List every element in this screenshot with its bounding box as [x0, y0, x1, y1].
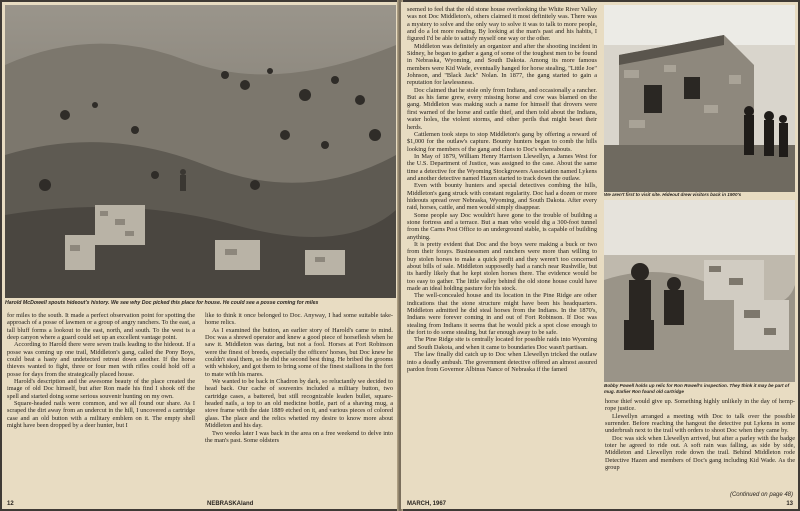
- paragraph: for miles to the south. It made a perfect observation point for spotting the approach of a posse of lawmen or a group of angry ranchers. To the east, a tall bluff forms a lookout to the east, north, and south. To the west is a deep canyon where a guard could set up an excellent vantage point.: [7, 312, 195, 342]
- text-column-1: [407, 6, 597, 498]
- photo-caption: Bobby Powell holds up relic for Ron Rowell's inspection. They think it may be part of mug. Earlier Ron found old cartridge: [604, 383, 790, 394]
- paragraph: Harold's description and the awesome beauty of the place created the image of old Doc himself, but after Ron made his find I shook off the spell and started doing some serious souvenir hunting on my own.: [7, 378, 195, 400]
- paragraph: Cattlemen took steps to stop Middleton's gang by offering a reward of $1,000 for the outlaw's capture. Bounty hunters began to comb the hills looking for members of the gang and clues to Doc's whereabouts.: [407, 130, 597, 153]
- paragraph: Some people say Doc wouldn't have gone to the trouble of building a stone fortress and a terrace. But a man who would dig a 300-foot tunnel from the Carns Post Office to an underground stable, is capable of building anything.: [407, 211, 597, 241]
- paragraph: Square-headed nails were common, and we all found our share. As I scraped the dirt away from an undercut in the hill, I uncovered a cartridge case and an old button with a military emblem on it. The empty shell might have been dropped by a deer hunter, but I: [7, 400, 195, 430]
- paragraph: horse thief would give up. Something highly unlikely in the day of hemp-rope justice.: [605, 398, 795, 413]
- paragraph: The well-concealed house and its location in the Pine Ridge are other indications that the stone structure might have been his headquarters. Middleton admitted he did steal horses from the Indians. In the 1870's, Indians were forever coming in and out of Fort Robinson. If Doc was stealing from Indians it seems that he would pick a spot close enough to the fort to do some stealing, but far enough away to be safe.: [407, 292, 597, 337]
- text-column-2: [205, 312, 393, 498]
- paragraph: Doc claimed that he stole only from Indians, and occasionally a rancher. But as his fame grew, every missing horse and cow was blamed on the gang. Middleton was making such a name for himself that drovers were first warned of the horse and cattle thief, and then told about the Indians, water holes, the violent storms, and other perils that might beset their herds.: [407, 86, 597, 131]
- left-page: [2, 2, 399, 509]
- paragraph: like to think it once belonged to Doc. Anyway, I had some suitable take-home relics.: [205, 312, 393, 327]
- paragraph: Two weeks later I was back in the area on a free weekend to delve into the man's past. Some oldsters: [205, 429, 393, 444]
- paragraph: The Pine Ridge site is centrally located for possible raids into Wyoming and South Dakota, and when it came to boundaries Doc wasn't partisan.: [407, 336, 597, 351]
- page-number: 12: [7, 501, 14, 507]
- issue-date: MARCH, 1967: [407, 501, 447, 507]
- paragraph: We wanted to be back in Chadron by dark, so reluctantly we decided to head back. Our cache of souvenirs included a military button, two cartridge cases, a battered, but still recognizable leaden bullet, square-headed nails, a top to an old medicine bottle, part of a shaving mug, a stove frame with the date 1889 etched on it, and various pieces of colored glass. The place and the relics whetted my desire to know more about Middleton and his day.: [205, 378, 393, 430]
- text-column-2: [605, 398, 795, 498]
- photo-caption: Harold McDowell spouts hideout's history. We see why Doc picked this place for house. He could see a posse coming for miles: [5, 300, 319, 306]
- page-number: 13: [786, 501, 793, 507]
- stone-house-visitors-photo: [604, 5, 795, 192]
- paragraph: Doc was sick when Llewellyn arrived, but after a parley with the badge toter he agreed to ride out. A soft rain was falling, as side by side, Middleton and Llewellyn rode down the trail. Behind Middleton rode Detective Hazen and members of Doc's gang including Kid Wade. As the group: [605, 434, 795, 472]
- continued-note: (Continued on page 48): [729, 492, 793, 498]
- paragraph: The law finally did catch up to Doc when Llewellyn tricked the outlaw into a deadly ambush. The government detective offered an almost assured pardon from Governor Albinus Nance of Nebraska if the famed: [407, 351, 597, 373]
- relic-inspection-photo: [604, 200, 795, 382]
- hideout-landscape-photo: [5, 5, 396, 298]
- text-column-1: [7, 312, 195, 498]
- paragraph: As I examined the button, an earlier story of Harold's came to mind. Doc was a shrewd operator and knew a good piece of horseflesh when he saw it. Middleton was daring, but not a fool. Horses at Fort Robinson were the finest of breeds, especially the officers' horses, but Doc knew he couldn't steal them, so he did the second best thing. He bribed the grooms with whiskey, and got them to bring some of the finest stallions in the fort to mate with his mares.: [205, 326, 393, 378]
- magazine-title: NEBRASKAland: [207, 501, 254, 507]
- paragraph: Even with bounty hunters and special detectives combing the hills, Middleton's gang struck with constant regularity. Doc had a dozen or more hideouts spread over Nebraska, Wyoming, and South Dakota. After every raid, horses, cattle, and men would simply disappear.: [407, 182, 597, 212]
- photo-caption: We aren't first to visit site. Hideout drew visitors back in 1900's: [604, 192, 742, 197]
- paragraph: In May of 1879, William Henry Harrison Llewellyn, a James West for the U.S. Department of Justice, was assigned to the case. About the same time a detective for the Wyoming Stockgrowers Association named Lykens and another detective named Hazen started to track down the outlaw.: [407, 152, 597, 182]
- paragraph: It is pretty evident that Doc and the boys were making a buck or two from their forays. Businessmen and ranchers were more than willing to buy stolen horses to make a quick profit and they weren't too concerned about bills of sale. Middleton supposedly had a ranch near Rushville, but its hardly likely that he kept stolen horses there. The evidence would be too easy to gather. The little valley behind the old stone house could have made an ideal holding pasture for his stock.: [407, 241, 597, 293]
- paragraph: According to Harold there were seven trails leading to the hideout. If a posse was coming up one trail, Middleton's gang, called the Pony Boys, could beat a hasty and undetected retreat down another. If the horse thieves wanted to fight, three or four men with rifles could hold off a posse for days from the strategically placed house.: [7, 341, 195, 378]
- paragraph: Middleton was definitely an organizer and after the shooting incident in Sidney, he began to gather a gang of some of the toughest men to be found in Nebraska, Wyoming, and South Dakota. Among its more famous members were Kid Wade, eventually hanged for horse stealing, "Little Joe" Johnson, and "Black Jack" Nolan. In 1877, the gang started to gain a reputation for lawlessness.: [407, 42, 597, 87]
- paragraph: Llewellyn arranged a meeting with Doc to talk over the possible surrender. Before reaching the hangout the detective put Lykens in some underbrush next to the trail with orders to shoot Doc when they came by.: [605, 412, 795, 435]
- right-page: [401, 2, 798, 509]
- paragraph: seemed to feel that the old stone house overlooking the White River Valley was not Doc Middleton's, others claimed it most definitely was. There was a mystery to solve and the only way to solve it was to talk to more people, and do a lot more reading. By looking at the man's past and his habits, I figured I'd be able to satisfy myself one way or the other.: [407, 6, 597, 43]
